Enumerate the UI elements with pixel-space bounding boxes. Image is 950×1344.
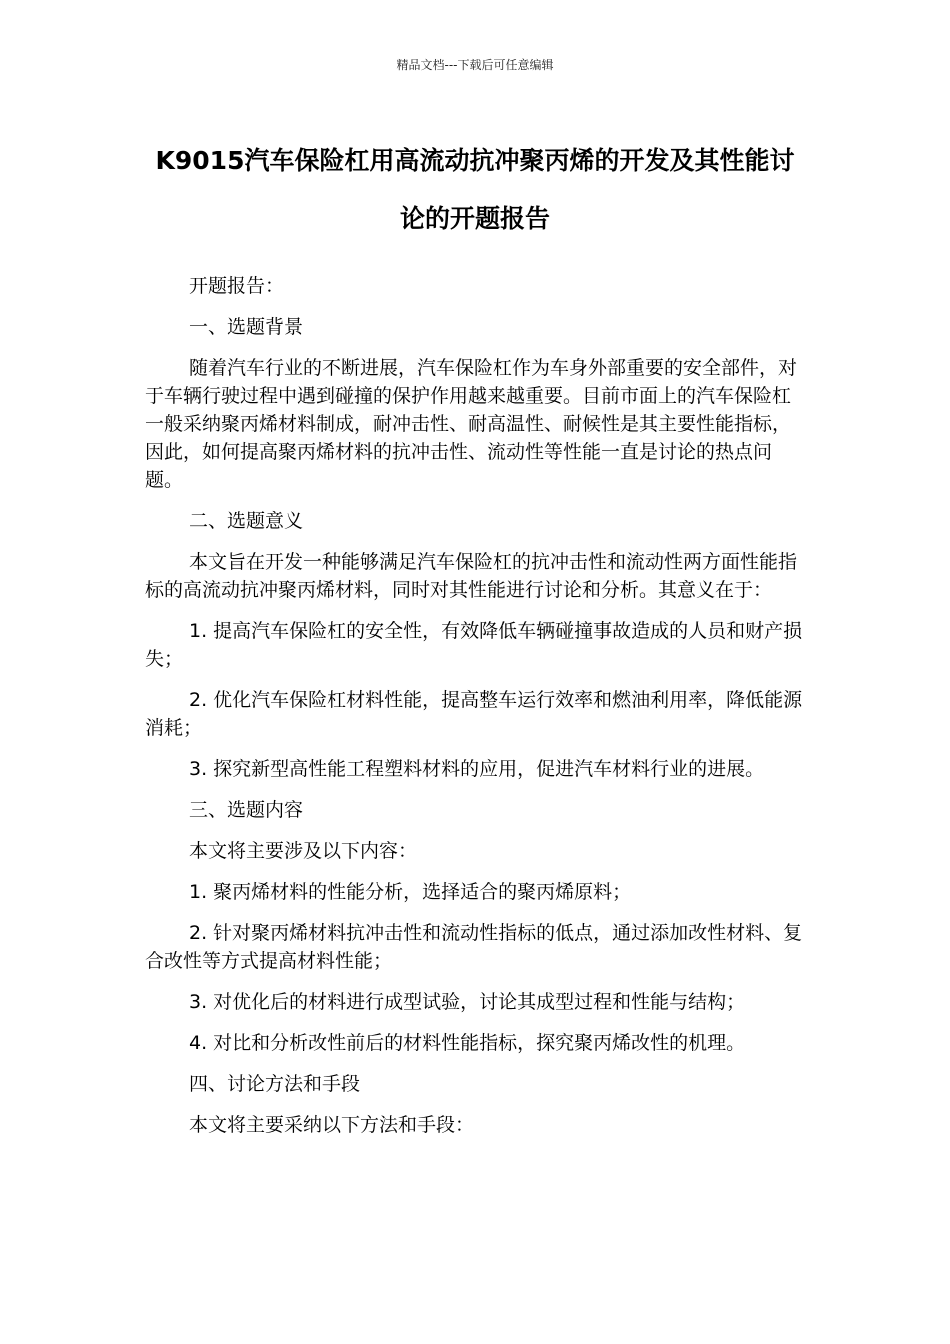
heading-content: 三、选题内容 <box>189 799 304 821</box>
list-item-significance-1: 1. 提高汽车保险杠的安全性，有效降低车辆碰撞事故造成的人员和财产损失； <box>145 620 803 670</box>
paragraph-background: 随着汽车行业的不断进展，汽车保险杠作为车身外部重要的安全部件，对于车辆行驶过程中遇到碰撞的保护作用越来越重要。目前市面上的汽车保险杠一般采纳聚丙烯材料制成，耐冲击性、耐高温性、耐候性是其主要性能指标，因此，如何提高聚丙烯材料的抗冲击性、流动性等性能一直是讨论的热点问题。 <box>145 357 798 491</box>
page-header: 精品文档---下载后可任意编辑 <box>396 58 554 72</box>
list-item-significance-2: 2. 优化汽车保险杠材料性能，提高整车运行效率和燃油利用率，降低能源消耗； <box>145 689 803 739</box>
list-item-significance-3: 3. 探究新型高性能工程塑料材料的应用，促进汽车材料行业的进展。 <box>189 758 765 780</box>
list-item-content-4: 4. 对比和分析改性前后的材料性能指标，探究聚丙烯改性的机理。 <box>189 1032 746 1054</box>
document-title: K9015汽车保险杠用高流动抗冲聚丙烯的开发及其性能讨论的开题报告 <box>155 146 795 233</box>
paragraph-content-intro: 本文将主要涉及以下内容： <box>189 840 418 862</box>
paragraph-report-label: 开题报告： <box>189 275 285 297</box>
paragraph-significance: 本文旨在开发一种能够满足汽车保险杠的抗冲击性和流动性两方面性能指标的高流动抗冲聚丙烯材料，同时对其性能进行讨论和分析。其意义在于： <box>145 551 798 601</box>
list-item-content-1: 1. 聚丙烯材料的性能分析，选择适合的聚丙烯原料； <box>189 881 632 903</box>
document-body <box>145 272 805 1152</box>
heading-significance: 二、选题意义 <box>189 510 304 532</box>
list-item-content-2: 2. 针对聚丙烯材料抗冲击性和流动性指标的低点，通过添加改性材料、复合改性等方式提高材料性能； <box>145 922 803 972</box>
paragraph-methods-intro: 本文将主要采纳以下方法和手段： <box>189 1114 475 1136</box>
heading-methods: 四、讨论方法和手段 <box>189 1073 361 1095</box>
heading-background: 一、选题背景 <box>189 316 304 338</box>
list-item-content-3: 3. 对优化后的材料进行成型试验，讨论其成型过程和性能与结构； <box>189 991 746 1013</box>
